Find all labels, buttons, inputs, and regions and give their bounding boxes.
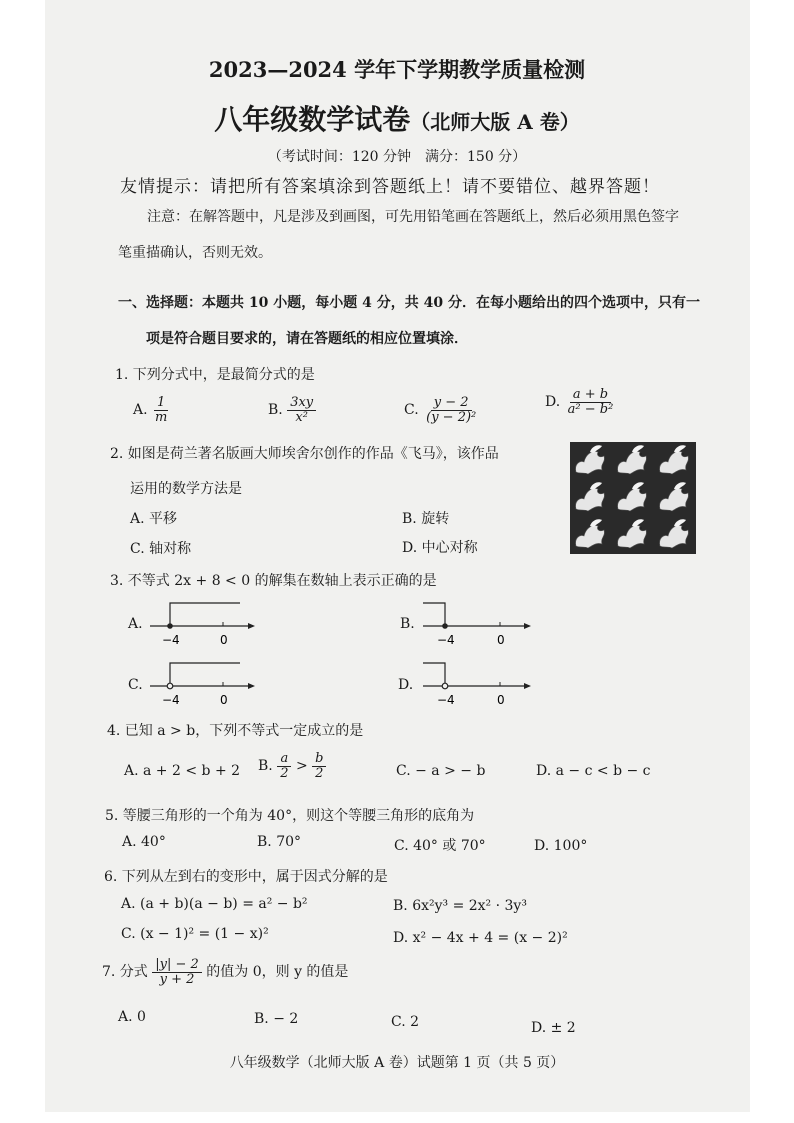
exam-title-edition: （北师大版 A 卷）: [410, 110, 580, 134]
note-line-2: 笔重描确认，否则无效。: [118, 245, 272, 261]
q6-option-b: B. 6x²y³ = 2x² · 3y³: [393, 898, 527, 914]
q2-stem-line-1: 2. 如图是荷兰著名版画大师埃舍尔创作的作品《飞马》，该作品: [110, 446, 499, 462]
q5-stem: 5. 等腰三角形的一个角为 40°，则这个等腰三角形的底角为: [105, 808, 475, 824]
denominator: m: [155, 409, 168, 425]
denominator: a² − b²: [567, 401, 614, 417]
numerator: |y| − 2: [152, 958, 202, 973]
fraction: [277, 752, 291, 780]
denominator: 2: [280, 765, 289, 781]
q3-option-b-number-line: [418, 598, 536, 653]
q2-option-a: A. 平移: [130, 511, 178, 527]
q5-option-c: C. 40° 或 70°: [394, 838, 486, 854]
numerator: a: [277, 752, 291, 767]
note-line-1: 注意：在解答题中，凡是涉及到画图，可先用铅笔画在答题纸上，然后必须用黑色签字: [147, 209, 679, 225]
q1-stem: 1. 下列分式中，是最简分式的是: [115, 367, 315, 383]
greater-than-sign: >: [295, 758, 308, 775]
fraction: [287, 396, 316, 424]
q3-option-c-number-line: [145, 658, 260, 713]
numerator: y − 2: [431, 396, 472, 411]
option-label: B.: [268, 402, 283, 419]
q6-stem: 6. 下列从左到右的变形中，属于因式分解的是: [104, 869, 388, 885]
section-1-heading-line-2: 项是符合题目要求的，请在答题纸的相应位置填涂．: [146, 331, 468, 347]
fraction: [312, 752, 326, 780]
exam-title-main: 八年级数学试卷: [214, 103, 411, 136]
q4-stem: 4. 已知 a > b，下列不等式一定成立的是: [107, 723, 364, 739]
q3-stem: 3. 不等式 2x + 8 < 0 的解集在数轴上表示正确的是: [110, 573, 437, 589]
option-label: C.: [404, 402, 419, 419]
q2-stem-line-2: 运用的数学方法是: [130, 481, 242, 497]
option-label: A.: [133, 402, 148, 419]
exam-term-title: 2023—2024 学年下学期教学质量检测: [208, 57, 586, 82]
tick-label-0: 0: [497, 633, 505, 647]
q4-option-d: D. a − c < b − c: [536, 763, 651, 779]
escher-flying-horse-image: [570, 442, 696, 554]
denominator: (y − 2)²: [426, 409, 477, 425]
q3-option-d-number-line: [418, 658, 536, 713]
q4-option-c: C. − a > − b: [396, 763, 486, 779]
tick-label-0: 0: [220, 633, 228, 647]
option-label: B.: [258, 758, 273, 775]
q7-stem-suffix: 的值为 0，则 y 的值是: [206, 964, 349, 981]
q1-option-b: [268, 396, 316, 424]
denominator: x²: [295, 409, 308, 425]
q5-option-d: D. 100°: [534, 838, 588, 854]
q3-option-d-label: D.: [398, 677, 414, 693]
q6-option-d: D. x² − 4x + 4 = (x − 2)²: [393, 930, 568, 946]
numerator: a + b: [570, 388, 611, 403]
q7-option-c: C. 2: [391, 1014, 420, 1030]
page-footer: 八年级数学（北师大版 A 卷）试题第 1 页（共 5 页）: [229, 1055, 565, 1071]
tick-label-neg4: −4: [437, 633, 455, 647]
friendly-tip: 友情提示：请把所有答案填涂到答题纸上！请不要错位、越界答题！: [120, 177, 660, 197]
numerator: 1: [154, 396, 168, 411]
q4-option-b: [258, 752, 326, 780]
numerator: b: [312, 752, 326, 767]
q7-option-d: D. ± 2: [531, 1020, 576, 1036]
q7-option-b: B. − 2: [254, 1011, 299, 1027]
exam-info: （考试时间：120 分钟 满分：150 分）: [267, 149, 527, 165]
tick-label-0: 0: [220, 693, 228, 707]
q5-option-b: B. 70°: [257, 834, 302, 850]
q1-option-a: [133, 396, 170, 424]
tick-label-neg4: −4: [437, 693, 455, 707]
q7-stem: [102, 958, 348, 986]
fraction: [152, 396, 170, 424]
tick-label-0: 0: [497, 693, 505, 707]
q3-option-c-label: C.: [128, 677, 143, 693]
fraction: [152, 958, 202, 986]
q4-option-a: A. a + 2 < b + 2: [124, 763, 241, 779]
q3-option-a-label: A.: [128, 616, 143, 632]
q2-option-c: C. 轴对称: [130, 541, 192, 557]
tick-label-neg4: −4: [162, 633, 180, 647]
q5-option-a: A. 40°: [122, 834, 166, 850]
q2-option-b: B. 旋转: [402, 511, 450, 527]
q2-option-d: D. 中心对称: [402, 540, 478, 556]
denominator: 2: [315, 765, 324, 781]
fraction: [565, 388, 617, 416]
tick-label-neg4: −4: [162, 693, 180, 707]
q1-option-c: [404, 396, 479, 424]
exam-title: [0, 98, 794, 138]
section-1-heading-line-1: 一、选择题：本题共 10 小题，每小题 4 分，共 40 分．在每小题给出的四个选项中，只有一: [118, 295, 700, 311]
q7-option-a: A. 0: [118, 1009, 146, 1025]
q6-option-a: A. (a + b)(a − b) = a² − b²: [121, 896, 308, 912]
q7-stem-prefix: 7. 分式: [102, 964, 148, 981]
numerator: 3xy: [287, 396, 316, 411]
q3-option-b-label: B.: [400, 616, 415, 632]
fraction: [423, 396, 479, 424]
q1-option-d: [545, 388, 616, 416]
q6-option-c: C. (x − 1)² = (1 − x)²: [121, 926, 269, 942]
q3-option-a-number-line: [145, 598, 260, 653]
denominator: y + 2: [159, 971, 195, 987]
option-label: D.: [545, 394, 561, 411]
